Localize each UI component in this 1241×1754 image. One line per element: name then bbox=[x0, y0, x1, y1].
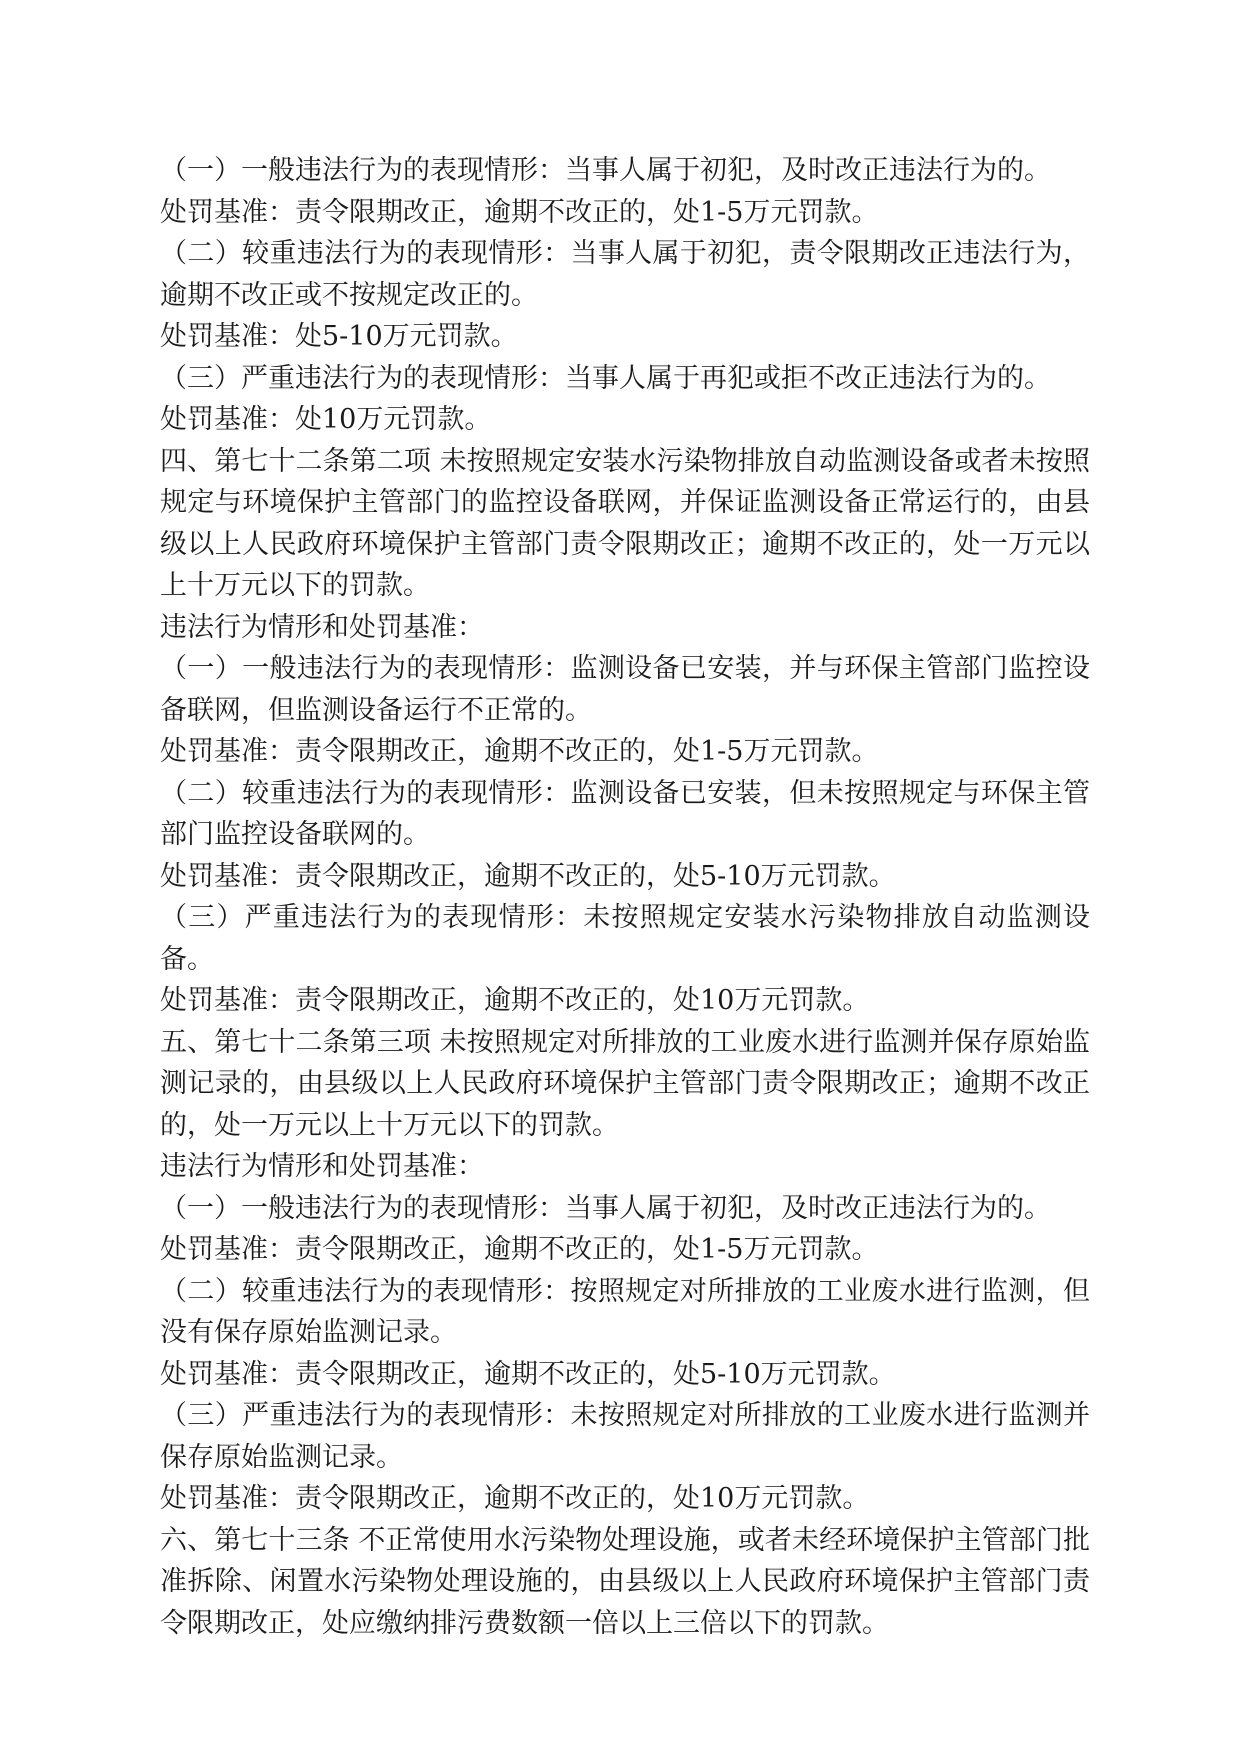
paragraph-item-general-4: （一）一般违法行为的表现情形：监测设备已安装，并与环保主管部门监控设备联网，但监测设备运行不正常的。 bbox=[160, 653, 1090, 726]
paragraph-item-general-5: （一）一般违法行为的表现情形：当事人属于初犯，及时改正违法行为的。 bbox=[160, 1192, 1051, 1224]
paragraph-penalty-5-3: 处罚基准：责令限期改正，逾期不改正的，处10万元罚款。 bbox=[160, 1483, 870, 1514]
document-page bbox=[160, 150, 1090, 1644]
paragraph-penalty-4-3: 处罚基准：责令限期改正，逾期不改正的，处10万元罚款。 bbox=[160, 985, 870, 1016]
paragraph-item-severe-1: （三）严重违法行为的表现情形：当事人属于再犯或拒不改正违法行为的。 bbox=[160, 362, 1051, 394]
paragraph-penalty-4-2: 处罚基准：责令限期改正，逾期不改正的，处5-10万元罚款。 bbox=[160, 860, 896, 892]
paragraph-penalty-5-2: 处罚基准：责令限期改正，逾期不改正的，处5-10万元罚款。 bbox=[160, 1358, 896, 1390]
paragraph-penalty-2: 处罚基准：处5-10万元罚款。 bbox=[160, 321, 518, 352]
paragraph-item-serious-5: （二）较重违法行为的表现情形：按照规定对所排放的工业废水进行监测，但没有保存原始监测记录。 bbox=[160, 1275, 1090, 1348]
paragraph-penalty-4-1: 处罚基准：责令限期改正，逾期不改正的，处1-5万元罚款。 bbox=[160, 736, 879, 767]
paragraph-item-general-1: （一）一般违法行为的表现情形：当事人属于初犯，及时改正违法行为的。 bbox=[160, 155, 1051, 186]
paragraph-item-severe-4: （三）严重违法行为的表现情形：未按照规定安装水污染物排放自动监测设备。 bbox=[160, 902, 1090, 975]
paragraph-article-6: 六、第七十三条 不正常使用水污染物处理设施，或者未经环境保护主管部门批准拆除、闲置水污染物处理设施的，由县级以上人民政府环境保护主管部门责令限期改正，处应缴纳排污费数额一倍以上三倍以下的罚款。 bbox=[160, 1524, 1090, 1639]
paragraph-penalty-5-1: 处罚基准：责令限期改正，逾期不改正的，处1-5万元罚款。 bbox=[160, 1234, 879, 1265]
paragraph-heading-situations-5: 违法行为情形和处罚基准： bbox=[160, 1151, 484, 1182]
paragraph-penalty-3: 处罚基准：处10万元罚款。 bbox=[160, 404, 492, 435]
paragraph-article-5: 五、第七十二条第三项 未按照规定对所排放的工业废水进行监测并保存原始监测记录的，由县级以上人民政府环境保护主管部门责令限期改正；逾期不改正的，处一万元以上十万元以下的罚款。 bbox=[160, 1026, 1090, 1141]
paragraph-item-serious-4: （二）较重违法行为的表现情形：监测设备已安装，但未按照规定与环保主管部门监控设备联网的。 bbox=[160, 777, 1090, 850]
paragraph-penalty-1: 处罚基准：责令限期改正，逾期不改正的，处1-5万元罚款。 bbox=[160, 196, 879, 228]
paragraph-heading-situations-4: 违法行为情形和处罚基准： bbox=[160, 611, 484, 643]
paragraph-item-serious-1: （二）较重违法行为的表现情形：当事人属于初犯，责令限期改正违法行为，逾期不改正或不按规定改正的。 bbox=[160, 238, 1090, 311]
paragraph-article-4: 四、第七十二条第二项 未按照规定安装水污染物排放自动监测设备或者未按照规定与环境保护主管部门的监控设备联网，并保证监测设备正常运行的，由县级以上人民政府环境保护主管部门责令限期改正；逾期不改正的，处一万元以上十万元以下的罚款。 bbox=[160, 445, 1090, 601]
paragraph-item-severe-5: （三）严重违法行为的表现情形：未按照规定对所排放的工业废水进行监测并保存原始监测记录。 bbox=[160, 1400, 1090, 1473]
